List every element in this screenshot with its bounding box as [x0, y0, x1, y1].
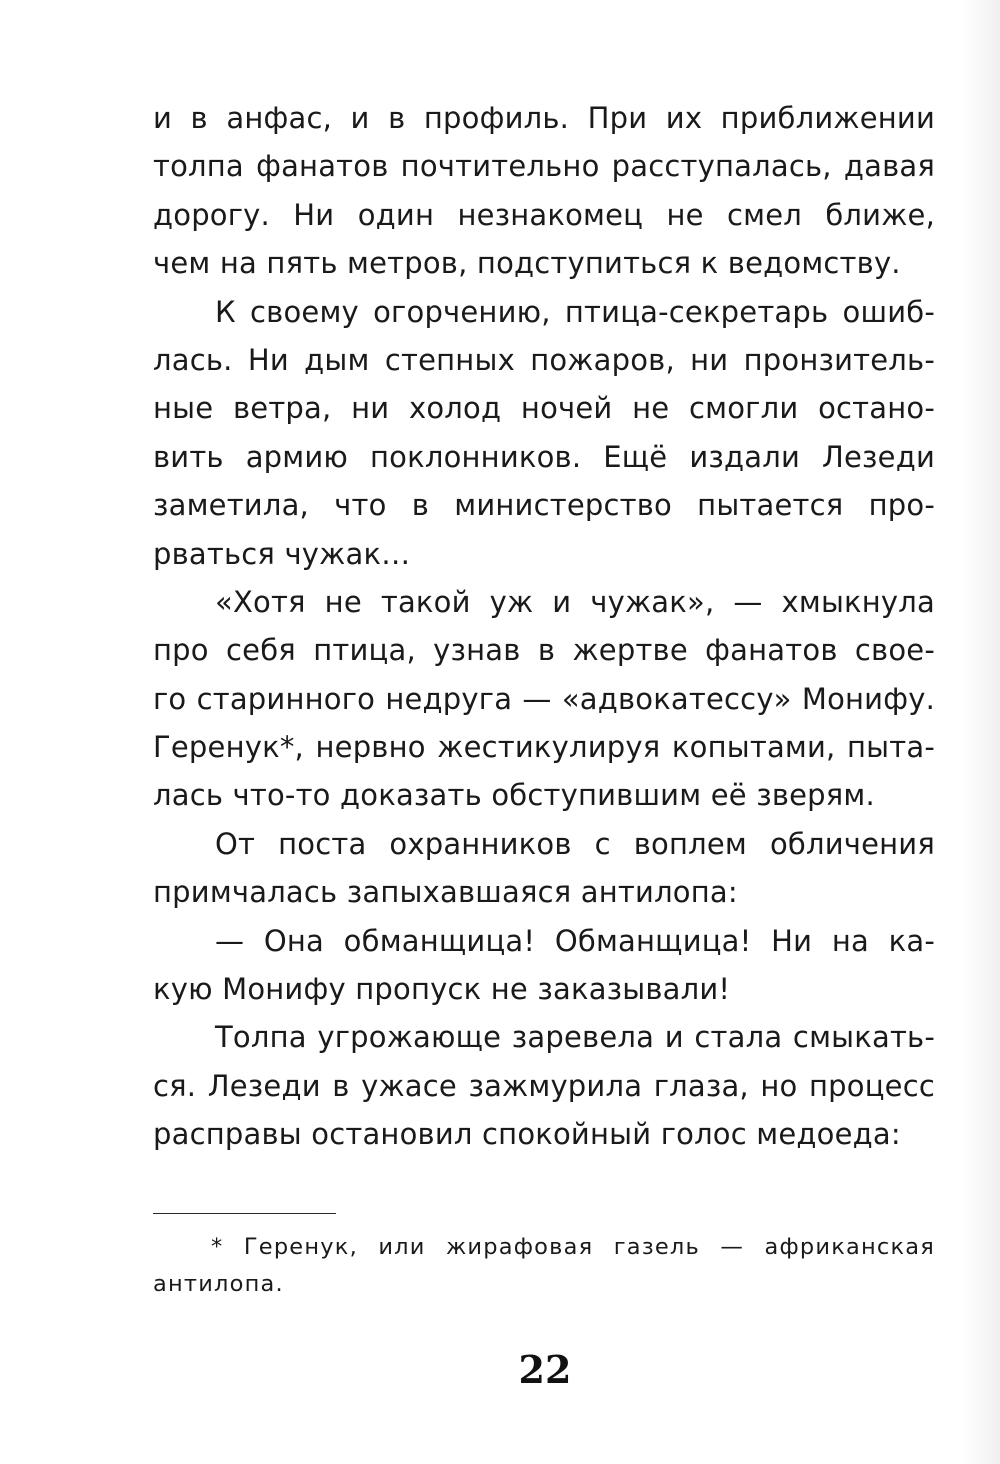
footnote [153, 1229, 935, 1303]
text-line: От поста охранников с воплем обличения [215, 826, 935, 861]
text-line: Геренук*, нервно жестикулируя копытами, пыта- [153, 730, 935, 765]
text-line: толпа фанатов почтительно расступалась, давая [153, 149, 935, 184]
text-line: К своему огорчению, птица-секретарь ошиб- [215, 294, 935, 329]
text-line: го старинного недруга — «адвокатессу» Монифу. [153, 681, 935, 716]
text-line: рваться чужак… [153, 536, 411, 571]
text-line: Толпа угрожающе заревела и стала смыкать- [215, 1020, 935, 1055]
text-line: ные ветра, ни холод ночей не смогли остано- [153, 391, 935, 426]
footnote-line: * Геренук, или жирафовая газель — африканская [211, 1234, 935, 1260]
text-line: дорогу. Ни один незнакомец не смел ближе, [153, 197, 935, 232]
text-line: лась что-то доказать обступившим её зверям. [153, 778, 875, 813]
page-edge-shadow [962, 0, 1000, 1464]
text-line: ся. Лезеди в ужасе зажмурила глаза, но процесс [153, 1068, 935, 1103]
text-line: лась. Ни дым степных пожаров, ни пронзитель- [153, 342, 935, 377]
body-text [153, 94, 935, 1159]
text-line: «Хотя не такой уж и чужак», — хмыкнула [215, 584, 935, 619]
text-line: кую Монифу пропуск не заказывали! [153, 972, 731, 1007]
text-line: примчалась запыхавшаяся антилопа: [153, 875, 738, 910]
text-line: и в анфас, и в профиль. При их приближении [153, 101, 935, 135]
text-line: чем на пять метров, подступиться к ведомству. [153, 246, 901, 281]
footnote-line: антилопа. [153, 1271, 284, 1297]
page-number: 22 [518, 1347, 572, 1392]
text-line: вить армию поклонников. Ещё издали Лезеди [153, 439, 935, 474]
text-line: заметила, что в министерство пытается про- [153, 488, 935, 523]
text-line: — Она обманщица! Обманщица! Ни на ка- [215, 923, 935, 958]
footnote-divider [153, 1213, 336, 1214]
text-line: про себя птица, узнав в жертве фанатов свое- [153, 633, 935, 668]
text-line: расправы остановил спокойный голос медоеда: [153, 1117, 901, 1152]
